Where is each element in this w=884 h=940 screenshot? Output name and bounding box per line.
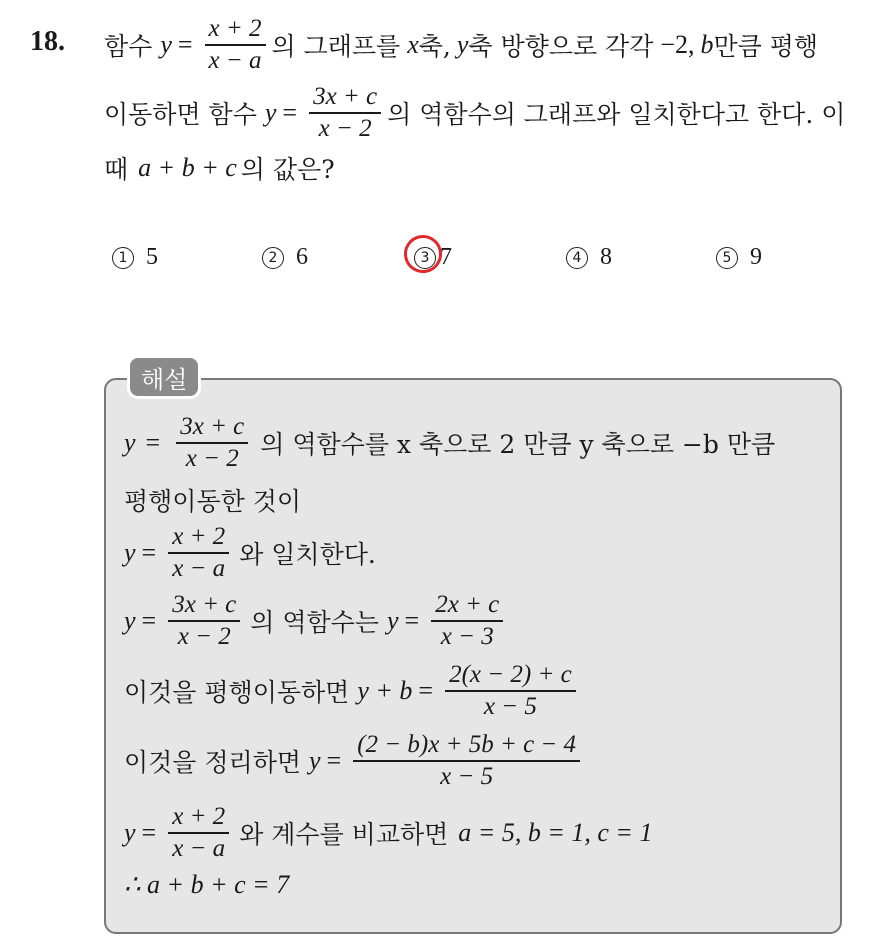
question-line-3 (104, 150, 335, 186)
s-text: 이것을 평행이동하면 (124, 677, 350, 707)
s-eq: = (418, 675, 434, 705)
s-eq: = (141, 605, 157, 635)
frac-numerator: x + 2 (208, 15, 262, 42)
s-text: 의 역함수는 (250, 607, 379, 637)
s-eq: = (145, 427, 161, 457)
q-text: 축, (418, 31, 451, 61)
frac-denominator: x − 3 (440, 622, 494, 650)
s-eq: = (404, 605, 420, 635)
choice-value: 8 (600, 244, 612, 270)
solution-line-3 (124, 522, 376, 584)
q-var: y (264, 97, 277, 127)
frac-denominator: x − 2 (177, 622, 231, 650)
s-eq: = (141, 817, 157, 847)
q-text: 축 방향으로 각각 (468, 31, 654, 61)
q-text: 때 (104, 155, 129, 184)
q-value: −2, (660, 29, 695, 59)
q-var: y (456, 29, 469, 59)
frac-denominator: x − a (172, 834, 226, 862)
s-fraction (168, 590, 240, 652)
frac-denominator: x − 2 (318, 114, 372, 142)
solution-line-1 (124, 412, 775, 474)
q-fraction-1 (205, 14, 266, 76)
question-line-2 (104, 82, 845, 144)
s-text: 와 계수를 비교하면 (239, 819, 449, 849)
choice-2[interactable] (262, 244, 308, 271)
choice-value: 5 (146, 244, 158, 270)
q-expression: a + b + c (138, 153, 237, 182)
q-eq: = (282, 97, 298, 127)
s-fraction (353, 730, 580, 792)
q-var: b (700, 29, 714, 59)
frac-denominator: x − a (208, 46, 262, 74)
choice-number-circle: 5 (716, 247, 738, 269)
s-text: 이것을 정리하면 (124, 747, 301, 777)
s-conclusion: ∴ a + b + c = 7 (124, 870, 290, 899)
question-line-1 (104, 14, 818, 76)
q-var: y (160, 29, 172, 59)
question-number: 18. (30, 26, 65, 57)
solution-tag: 해설 (130, 358, 198, 396)
choice-4[interactable] (566, 244, 612, 271)
s-fraction (168, 802, 229, 864)
solution-line-8 (124, 870, 289, 900)
s-eq: = (141, 537, 157, 567)
frac-numerator: 2x + c (435, 591, 500, 618)
frac-numerator: (2 − b)x + 5b + c − 4 (357, 731, 577, 758)
q-text: 만큼 평행 (713, 31, 819, 61)
frac-numerator: 3x + c (180, 413, 245, 440)
choice-number-circle: 1 (112, 247, 134, 269)
s-var: y (124, 817, 136, 847)
choice-value: 7 (440, 244, 452, 270)
s-expression: y + b (357, 675, 413, 705)
q-text: 의 값은? (240, 155, 335, 184)
frac-numerator: x + 2 (172, 803, 226, 830)
solution-line-2 (124, 482, 301, 518)
choice-number-circle: 3 (414, 247, 436, 269)
frac-denominator: x − 2 (185, 444, 239, 472)
q-var: x (407, 29, 419, 59)
s-var: y (309, 745, 321, 775)
choice-number-circle: 2 (262, 247, 284, 269)
s-fraction (445, 660, 576, 722)
frac-denominator: x − 5 (483, 692, 537, 720)
frac-denominator: x − 5 (440, 762, 494, 790)
choice-value: 9 (750, 244, 762, 270)
s-var: y (386, 605, 399, 635)
q-fraction-2 (309, 82, 381, 144)
s-text: 와 일치한다. (239, 539, 376, 569)
q-eq: = (177, 29, 193, 59)
solution-line-4 (124, 590, 509, 652)
s-fraction (431, 590, 503, 652)
frac-numerator: x + 2 (172, 523, 226, 550)
s-var: y (124, 605, 136, 635)
frac-numerator: 3x + c (313, 83, 378, 110)
q-text: 의 그래프를 (271, 31, 401, 61)
s-var: y (124, 427, 136, 457)
s-result: a = 5, b = 1, c = 1 (458, 817, 653, 847)
choice-5[interactable] (716, 244, 762, 271)
s-var: y (124, 537, 136, 567)
choice-1[interactable] (112, 244, 158, 271)
frac-denominator: x − a (172, 554, 226, 582)
choice-number-circle: 4 (566, 247, 588, 269)
frac-numerator: 2(x − 2) + c (449, 661, 572, 688)
frac-numerator: 3x + c (172, 591, 237, 618)
q-text: 의 역함수의 그래프와 일치한다고 한다. 이 (387, 99, 846, 129)
s-text: 의 역함수를 x 축으로 2 만큼 y 축으로 −b 만큼 (260, 429, 776, 459)
s-text: 평행이동한 것이 (124, 487, 301, 516)
solution-line-7 (124, 802, 652, 864)
q-text: 이동하면 함수 (104, 99, 257, 129)
s-fraction (168, 522, 229, 584)
q-text: 함수 (104, 31, 153, 61)
s-fraction (176, 412, 248, 474)
solution-line-6 (124, 730, 586, 792)
solution-line-5 (124, 660, 582, 722)
s-eq: = (326, 745, 342, 775)
choice-value: 6 (296, 244, 308, 270)
